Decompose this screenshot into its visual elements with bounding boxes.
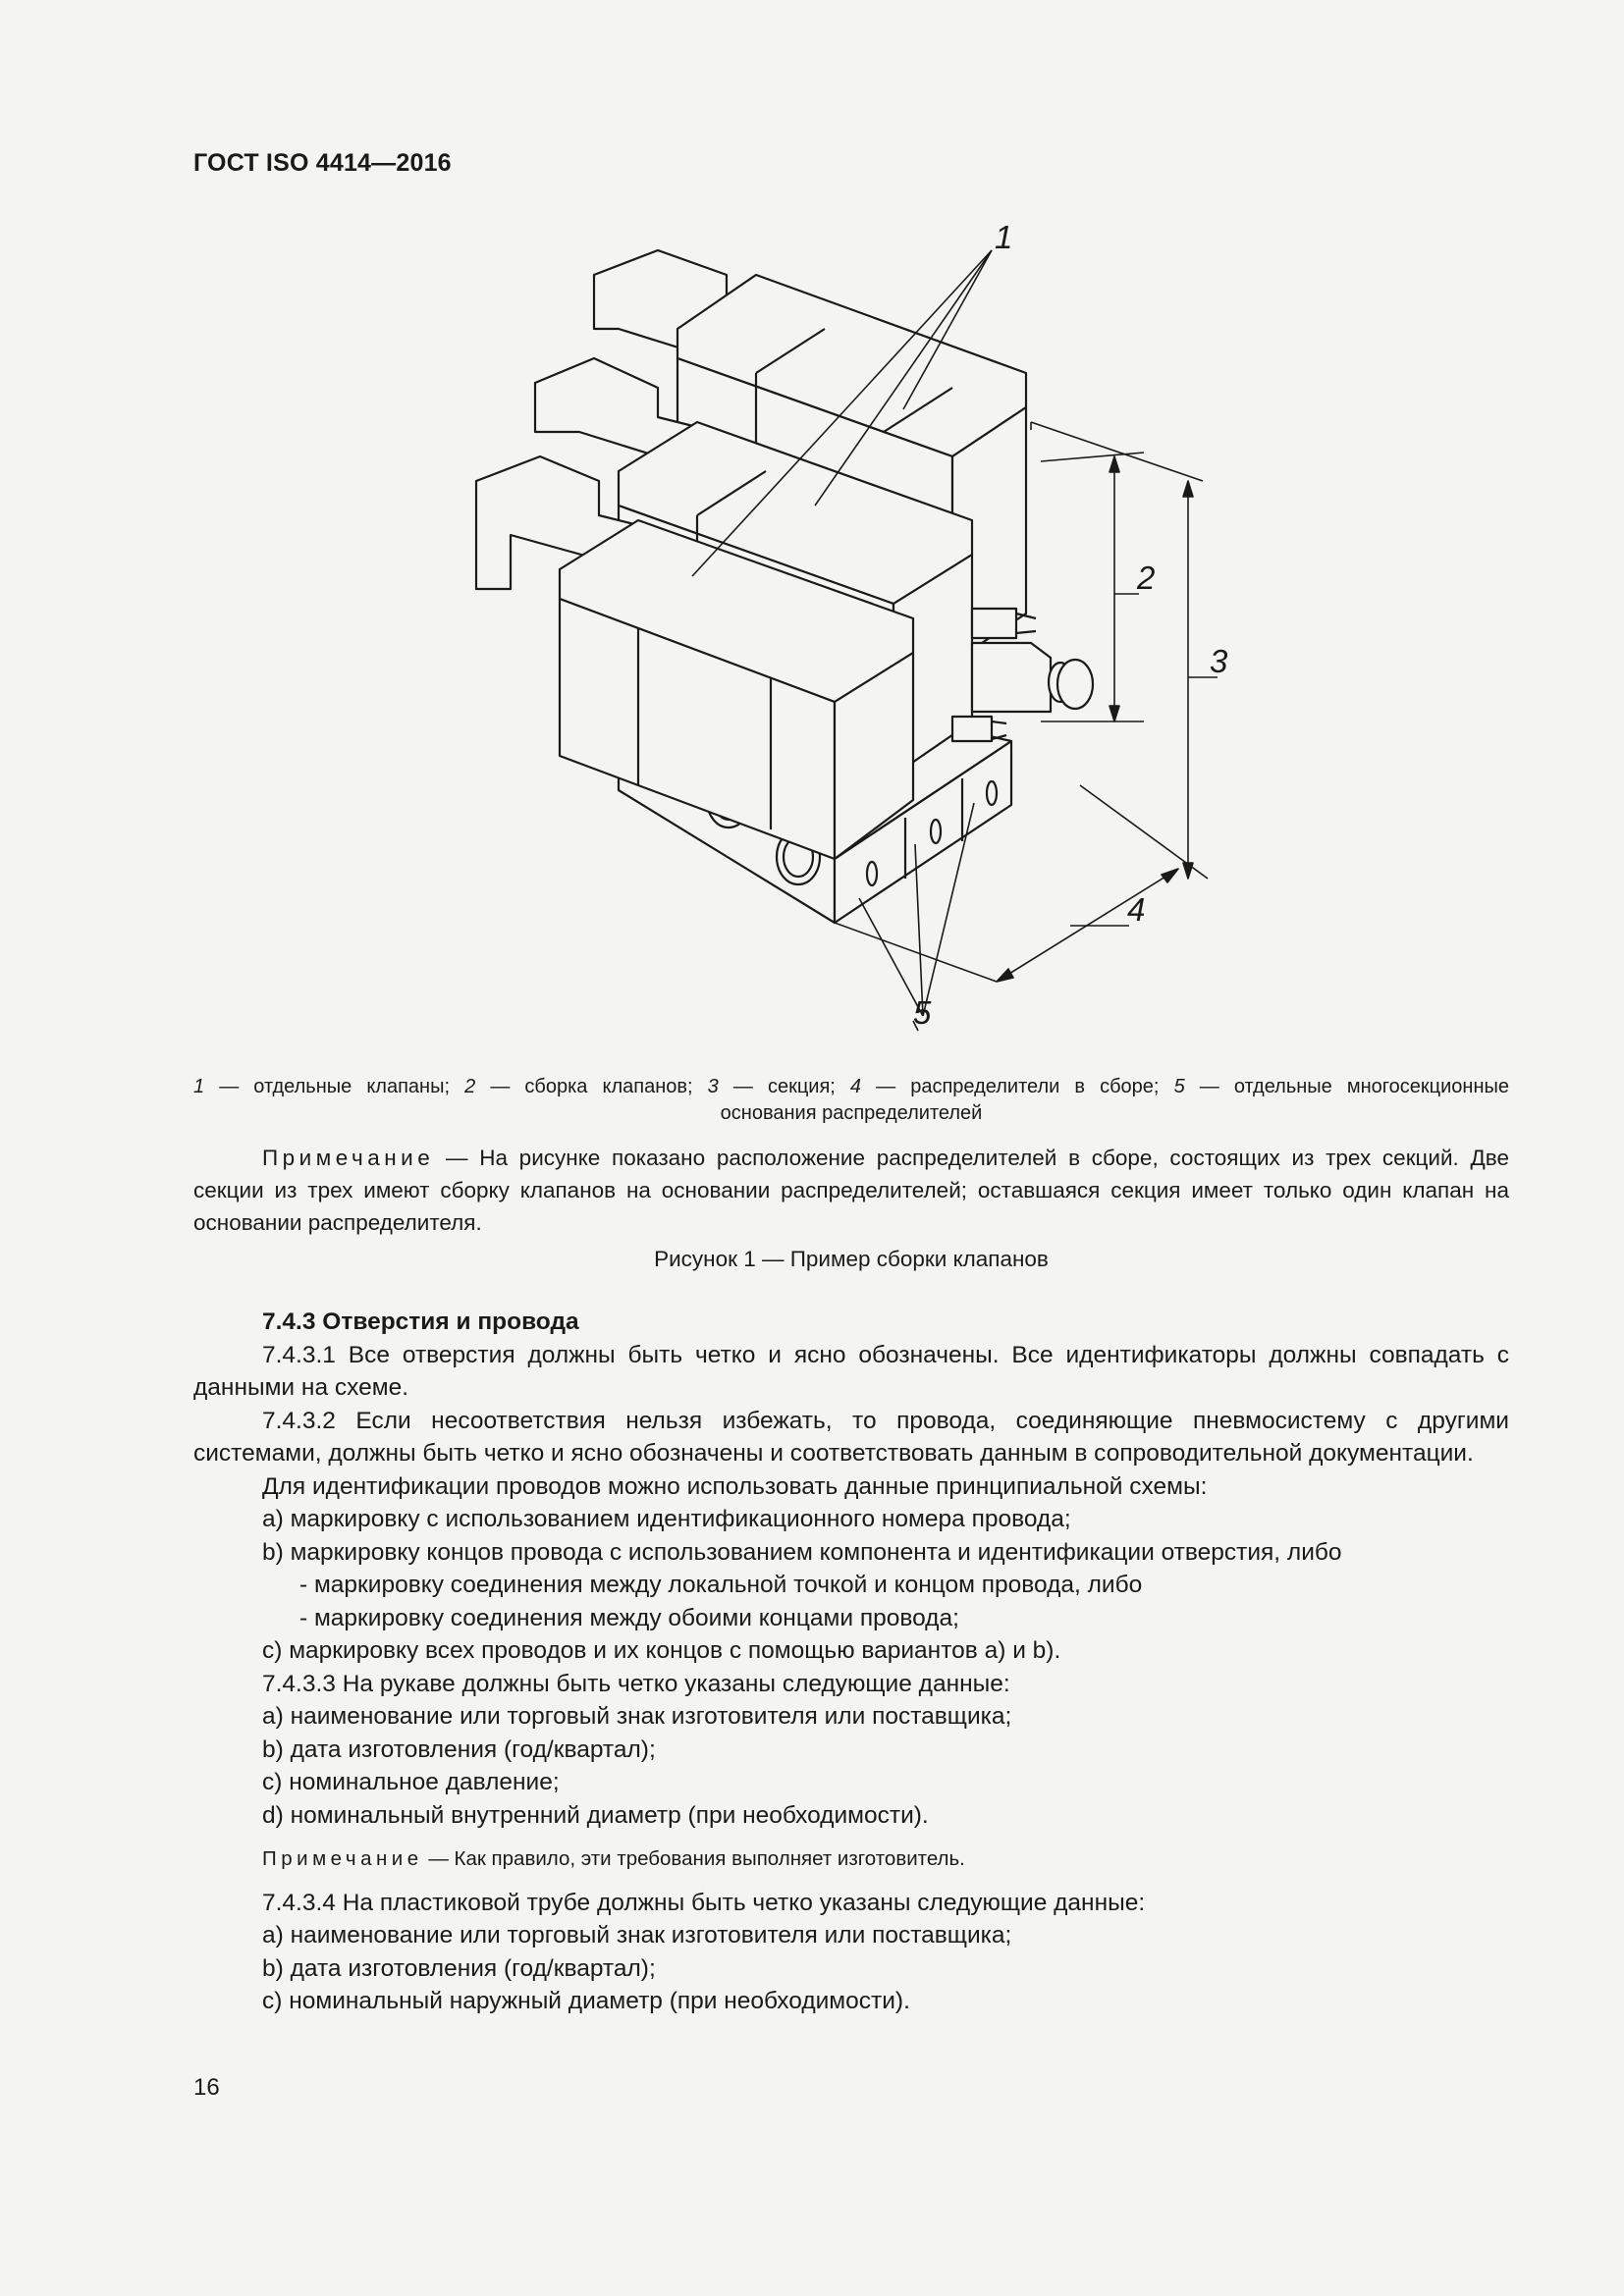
figure-caption: Рисунок 1 — Пример сборки клапанов — [654, 1247, 1049, 1271]
list-item: a) маркировку с использованием идентификационного номера провода; — [262, 1506, 1071, 1532]
note-label: Примечание — [262, 1146, 435, 1170]
paragraph-identification: Для идентификации проводов можно использовать данные принципиальной схемы: — [262, 1472, 1208, 1500]
note-label: Примечание — [262, 1847, 423, 1870]
list-item: a) наименование или торговый знак изготовителя или поставщика; — [262, 1703, 1012, 1730]
section-7-4-3 — [193, 1306, 1509, 2018]
list-item: c) номинальный наружный диаметр (при необходимости). — [262, 1988, 910, 2014]
list-item: b) дата изготовления (год/квартал); — [262, 1954, 656, 1982]
figure-legend — [193, 1074, 1509, 1127]
paragraph-7-4-3-4: 7.4.3.4 На пластиковой трубе должны быть четко указаны следующие данные: — [262, 1889, 1146, 1916]
note-text: — На рисунке показано расположение распределителей в сборе, состоящих из трех секций. Две секции из трех имеют сборку клапанов на основании распределителей; оставшаяся секция имеет только один клапан на основании распределителя. — [193, 1146, 1509, 1235]
list-item: c) номинальное давление; — [262, 1769, 560, 1795]
label-2: 2 — [1137, 560, 1156, 596]
document-header: ГОСТ ISO 4414—2016 — [193, 149, 452, 177]
label-1: 1 — [995, 221, 1013, 255]
label-4: 4 — [1127, 891, 1146, 928]
valve-assembly-drawing — [461, 221, 1247, 1045]
dash-item: - маркировку соединения между обоими концами провода; — [299, 1604, 959, 1631]
paragraph-7-4-3-2: 7.4.3.2 Если несоответствия нельзя избежать, то провода, соединяющие пневмосистему с другими системами, должны быть четко и ясно обозначены и соответствовать данным в сопроводительной документации. — [193, 1407, 1509, 1467]
legend-line-2: основания распределителей — [720, 1102, 983, 1124]
section-note — [193, 1842, 1509, 1876]
list-item: b) дата изготовления (год/квартал); — [262, 1735, 656, 1763]
note-text: — Как правило, эти требования выполняет изготовитель. — [422, 1847, 965, 1870]
label-3: 3 — [1210, 643, 1228, 679]
dash-item: - маркировку соединения между локальной точкой и концом провода, либо — [299, 1572, 1143, 1598]
paragraph-7-4-3-1: 7.4.3.1 Все отверстия должны быть четко и ясно обозначены. Все идентификаторы должны совпадать с данными на схеме. — [193, 1341, 1509, 1401]
list-item: b) маркировку концов провода с использованием компонента и идентификации отверстия, либо — [262, 1538, 1342, 1566]
page-number: 16 — [193, 2074, 220, 2101]
label-5: 5 — [913, 994, 932, 1031]
paragraph-7-4-3-3: 7.4.3.3 На рукаве должны быть четко указаны следующие данные: — [262, 1670, 1010, 1697]
valve-assembly-figure — [461, 221, 1247, 1045]
figure-note — [193, 1142, 1509, 1239]
section-heading: 7.4.3 Отверстия и провода — [262, 1308, 579, 1335]
legend-line-1: 1 — отдельные клапаны; 2 — сборка клапанов; 3 — секция; 4 — распределители в сборе; 5 — отдельные многосекционные — [193, 1076, 1509, 1097]
list-item: d) номинальный внутренний диаметр (при необходимости). — [262, 1801, 929, 1829]
list-item: c) маркировку всех проводов и их концов с помощью вариантов a) и b). — [262, 1637, 1061, 1664]
list-item: a) наименование или торговый знак изготовителя или поставщика; — [262, 1922, 1012, 1949]
